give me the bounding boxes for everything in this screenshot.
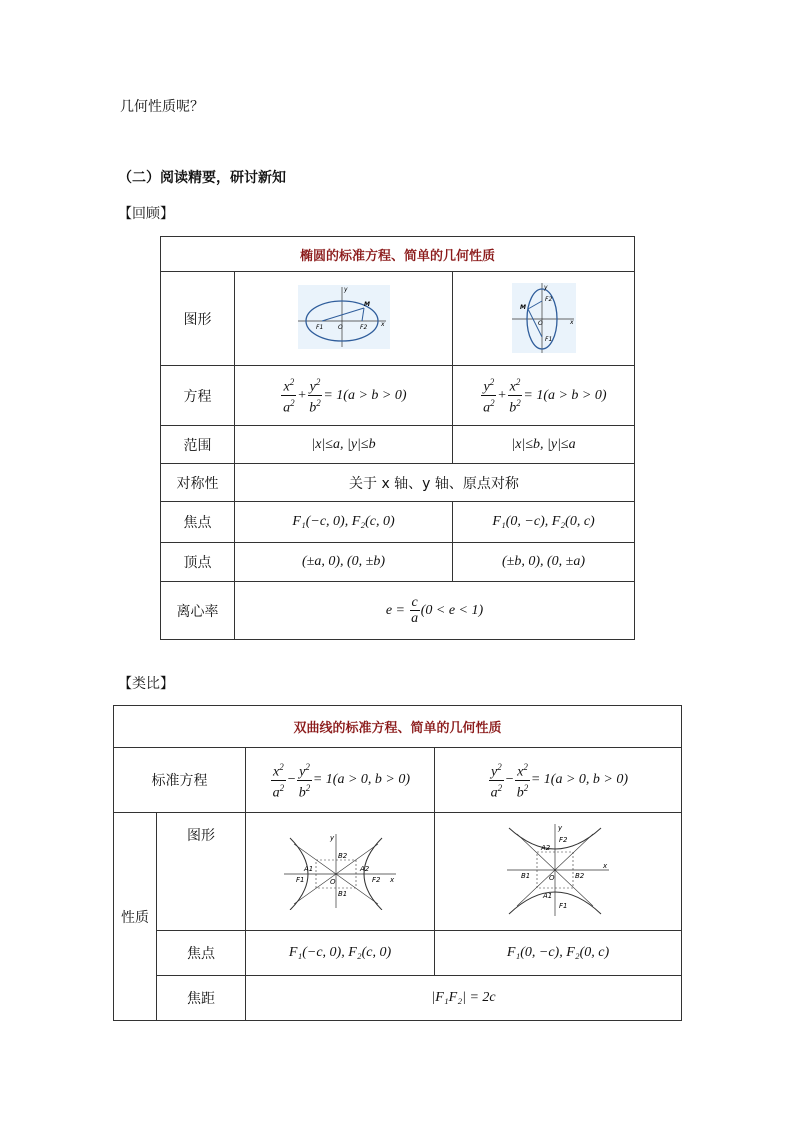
svg-text:M: M <box>519 303 526 311</box>
svg-text:y: y <box>543 283 548 291</box>
svg-text:A2: A2 <box>360 864 370 873</box>
row-label-symmetry: 对称性 <box>161 464 235 502</box>
svg-text:x: x <box>380 320 385 328</box>
hyperbola-eq-vertical: $\frac{y^2}{a^2}$ − $\frac{x^2}{b^2}$ = 1(a > 0, b > 0) <box>435 748 682 813</box>
row-label-foci: 焦点 <box>161 502 235 543</box>
eccentricity-formula: e = $\frac{c}{a}$ (0 < e < 1) <box>235 582 635 640</box>
ellipse-figure-horizontal <box>235 272 453 366</box>
svg-text:F2: F2 <box>544 295 552 303</box>
row-label-std-eq: 标准方程 <box>114 748 246 813</box>
ellipse-eq-horizontal: $\frac{x^2}{a^2}$ + $\frac{y^2}{b^2}$ = 1(a > b > 0) <box>235 366 453 426</box>
vertical-ellipse-diagram <box>508 279 580 355</box>
hyperbola-eq-horizontal: $\frac{x^2}{a^2}$ − $\frac{y^2}{b^2}$ = 1(a > 0, b > 0) <box>246 748 435 813</box>
row-label-properties: 性质 <box>114 813 157 1021</box>
svg-text:O: O <box>330 877 336 886</box>
svg-text:F2: F2 <box>372 875 381 884</box>
range-vertical: |x|≤b, |y|≤a <box>453 426 635 464</box>
row-label-hyperbola-foci: 焦点 <box>157 931 246 976</box>
svg-text:F1: F1 <box>559 901 568 910</box>
svg-text:B1: B1 <box>521 871 531 880</box>
svg-text:x: x <box>569 318 574 326</box>
svg-text:O: O <box>537 319 543 327</box>
row-label-equation: 方程 <box>161 366 235 426</box>
svg-text:F2: F2 <box>559 835 568 844</box>
vertices-horizontal: (±a, 0), (0, ±b) <box>235 543 453 582</box>
analogy-label: 【类比】 <box>118 676 174 692</box>
horizontal-hyperbola-diagram <box>280 830 400 910</box>
svg-text:A2: A2 <box>541 843 551 852</box>
hyperbola-foci-horizontal: F₁(−c, 0), F₂(c, 0) <box>246 931 435 976</box>
row-label-vertices: 顶点 <box>161 543 235 582</box>
hyperbola-figure-vertical <box>435 813 682 931</box>
hyperbola-table <box>113 705 682 1021</box>
ellipse-table-title: 椭圆的标准方程、简单的几何性质 <box>161 237 635 272</box>
svg-text:y: y <box>558 823 563 832</box>
intro-line: 几何性质呢？ <box>120 99 204 115</box>
ellipse-eq-vertical: $\frac{y^2}{a^2}$ + $\frac{x^2}{b^2}$ = 1(a > b > 0) <box>453 366 635 426</box>
svg-text:A1: A1 <box>304 864 314 873</box>
svg-text:A1: A1 <box>543 891 553 900</box>
review-label: 【回顾】 <box>118 206 174 222</box>
svg-text:x: x <box>390 875 395 884</box>
symmetry-text: 关于 x 轴、y 轴、原点对称 <box>235 464 635 502</box>
row-label-range: 范围 <box>161 426 235 464</box>
vertices-vertical: (±b, 0), (0, ±a) <box>453 543 635 582</box>
foci-horizontal: F₁(−c, 0), F₂(c, 0) <box>235 502 453 543</box>
svg-text:x: x <box>603 861 608 870</box>
svg-text:O: O <box>549 873 555 882</box>
svg-text:F1: F1 <box>296 875 305 884</box>
range-horizontal: |x|≤a, |y|≤b <box>235 426 453 464</box>
foci-vertical: F₁(0, −c), F₂(0, c) <box>453 502 635 543</box>
focal-distance-value: |F₁F₂| = 2c <box>246 976 682 1021</box>
row-label-hyperbola-figure: 图形 <box>157 813 246 931</box>
svg-text:O: O <box>337 323 343 331</box>
row-label-eccentricity: 离心率 <box>161 582 235 640</box>
ellipse-figure-vertical <box>453 272 635 366</box>
vertical-hyperbola-diagram <box>503 822 613 918</box>
svg-text:M: M <box>363 300 370 308</box>
svg-text:F2: F2 <box>359 323 367 331</box>
svg-text:F1: F1 <box>315 323 323 331</box>
hyperbola-table-title: 双曲线的标准方程、简单的几何性质 <box>114 706 682 748</box>
horizontal-ellipse-diagram <box>294 281 394 353</box>
hyperbola-foci-vertical: F₁(0, −c), F₂(0, c) <box>435 931 682 976</box>
svg-text:B2: B2 <box>338 851 348 860</box>
hyperbola-figure-horizontal <box>246 813 435 931</box>
svg-text:B2: B2 <box>575 871 585 880</box>
ellipse-table <box>160 236 635 640</box>
row-label-figure: 图形 <box>161 272 235 366</box>
section-heading: （二）阅读精要，研讨新知 <box>118 170 286 186</box>
svg-text:B1: B1 <box>338 889 348 898</box>
row-label-focal-distance: 焦距 <box>157 976 246 1021</box>
svg-text:y: y <box>343 285 348 293</box>
svg-text:y: y <box>330 833 335 842</box>
svg-text:F1: F1 <box>544 335 552 343</box>
